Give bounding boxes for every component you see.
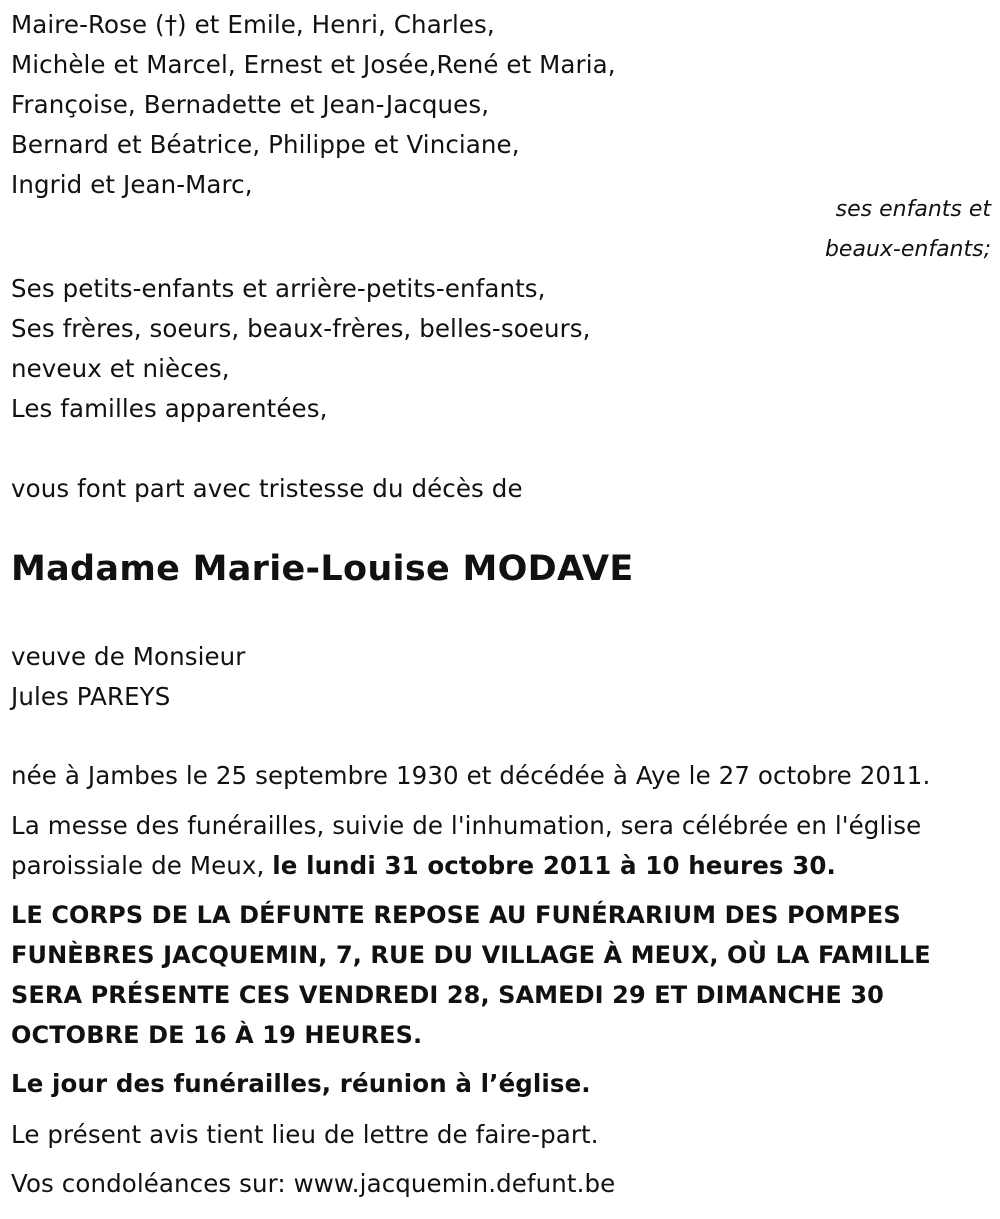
children-line: Françoise, Bernadette et Jean-Jacques,: [11, 90, 490, 119]
mass-date-time: le lundi 31 octobre 2011 à 10 heures 30.: [272, 851, 836, 880]
children-role-line: beaux-enfants;: [824, 237, 991, 262]
condolences-link[interactable]: Vos condoléances sur: www.jacquemin.defunt.be: [11, 1169, 616, 1198]
children-role-line: ses enfants et: [835, 197, 991, 222]
funeral-home-line: SERA PRÉSENTE CES VENDREDI 28, SAMEDI 29 ET DIMANCHE 30: [11, 981, 884, 1009]
children-line: Ingrid et Jean-Marc,: [11, 170, 253, 199]
notice-statement: Le présent avis tient lieu de lettre de faire-part.: [11, 1120, 599, 1149]
relatives-list: [11, 269, 591, 429]
funeral-home-info: [11, 895, 931, 1055]
relatives-line: Ses petits-enfants et arrière-petits-enfants,: [11, 274, 546, 303]
relatives-line: Ses frères, soeurs, beaux-frères, belles-soeurs,: [11, 314, 591, 343]
children-line: Michèle et Marcel, Ernest et Josée,René et Maria,: [11, 50, 616, 79]
relatives-line: neveux et nièces,: [11, 354, 230, 383]
children-line: Maire-Rose (†) et Emile, Henri, Charles,: [11, 10, 495, 39]
children-role: [825, 190, 991, 270]
church-meeting: Le jour des funérailles, réunion à l’église.: [11, 1069, 591, 1098]
children-list: [11, 5, 616, 205]
deceased-name: Madame Marie-Louise MODAVE: [11, 549, 634, 589]
mass-location: paroissiale de Meux,: [11, 851, 273, 880]
funeral-home-line: LE CORPS DE LA DÉFUNTE REPOSE AU FUNÉRARIUM DES POMPES: [11, 901, 901, 929]
widow-of-line: veuve de Monsieur: [11, 642, 246, 671]
spouse-name: Jules PAREYS: [11, 682, 171, 711]
announcement-intro: vous font part avec tristesse du décès de: [11, 474, 523, 503]
children-line: Bernard et Béatrice, Philippe et Vinciane,: [11, 130, 520, 159]
funeral-home-line: FUNÈBRES JACQUEMIN, 7, RUE DU VILLAGE À MEUX, OÙ LA FAMILLE: [11, 941, 931, 969]
mass-line: [11, 846, 986, 886]
birth-death-dates: née à Jambes le 25 septembre 1930 et décédée à Aye le 27 octobre 2011.: [11, 761, 931, 790]
widow-of: [11, 637, 245, 717]
mass-line: La messe des funérailles, suivie de l'inhumation, sera célébrée en l'église: [11, 811, 922, 840]
funeral-home-line: OCTOBRE DE 16 À 19 HEURES.: [11, 1021, 423, 1049]
funeral-mass-info: [11, 806, 986, 886]
relatives-line: Les familles apparentées,: [11, 394, 328, 423]
